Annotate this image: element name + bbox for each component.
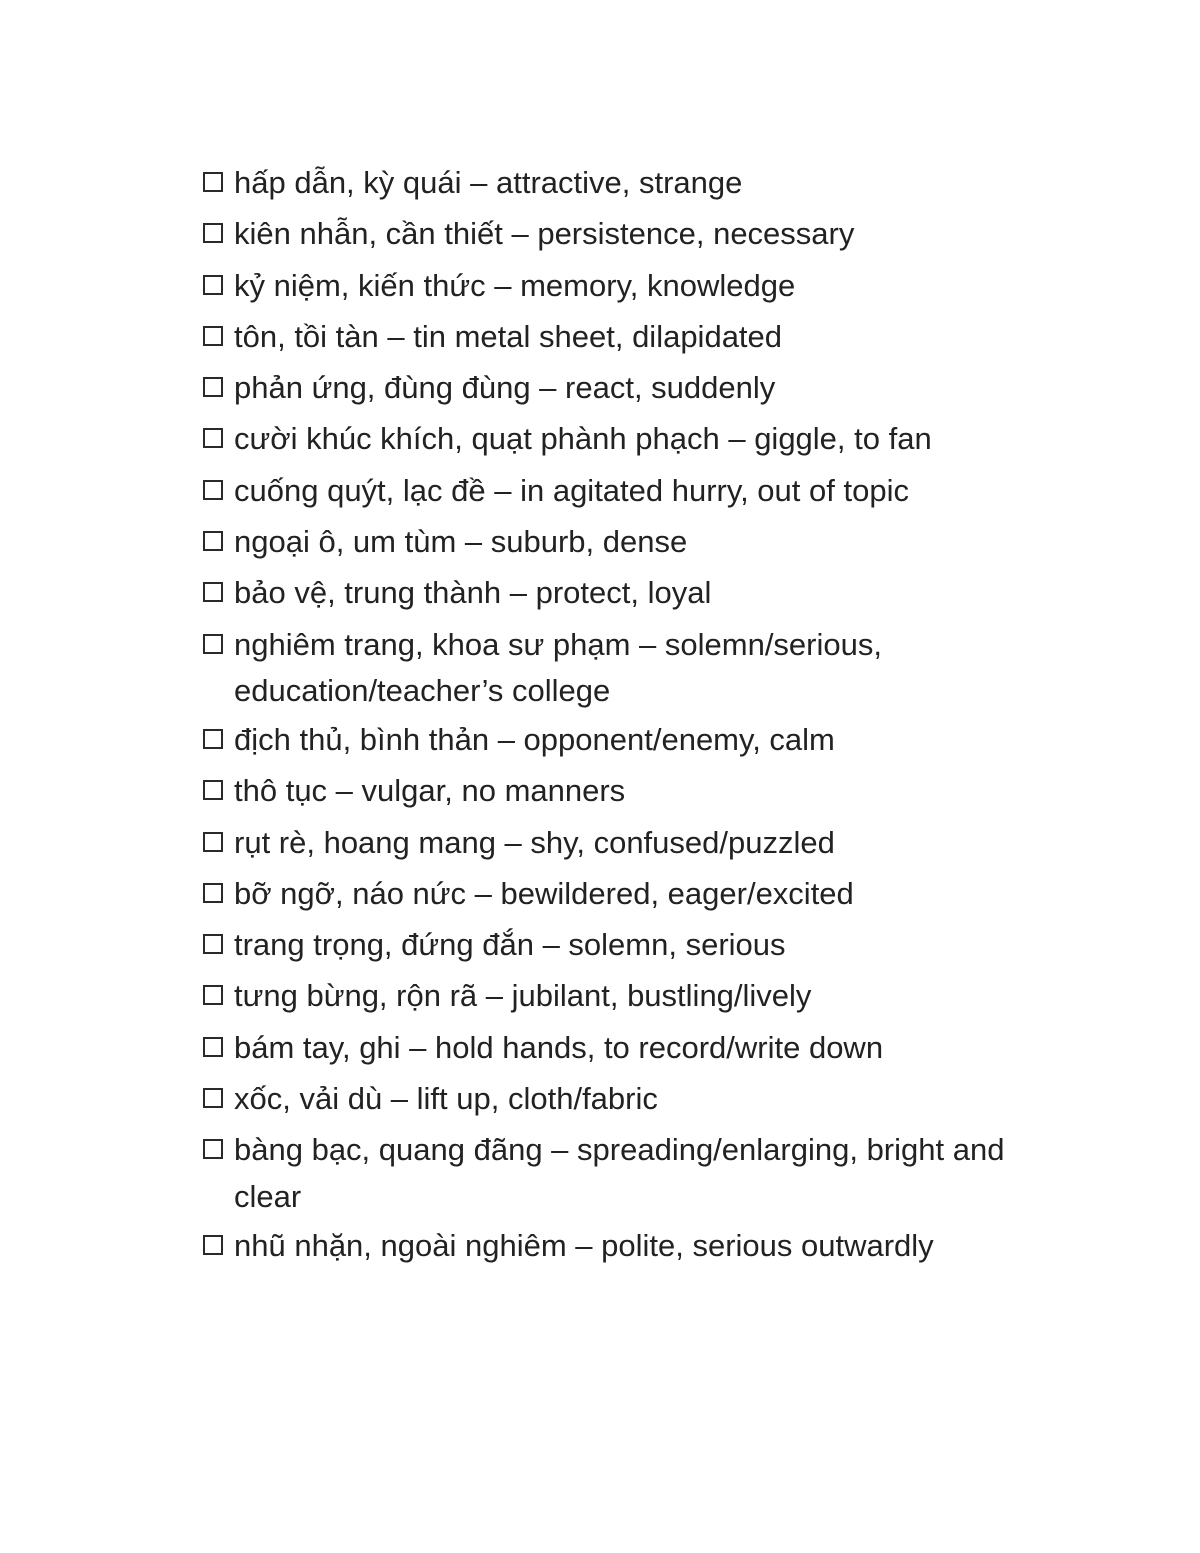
list-item bbox=[200, 468, 1080, 517]
list-item-text: địch thủ, bình thản – opponent/enemy, calm bbox=[234, 721, 835, 757]
list-item bbox=[200, 1025, 1080, 1074]
checkbox-icon[interactable] bbox=[203, 1088, 223, 1108]
checkbox-icon[interactable] bbox=[203, 1235, 223, 1255]
checkbox-icon[interactable] bbox=[203, 428, 223, 448]
checkbox-icon[interactable] bbox=[203, 377, 223, 397]
list-item bbox=[200, 622, 1080, 715]
list-item bbox=[200, 820, 1080, 869]
checkbox-icon[interactable] bbox=[203, 883, 223, 903]
list-item-text: trang trọng, đứng đắn – solemn, serious bbox=[234, 927, 786, 963]
checkbox-icon[interactable] bbox=[203, 172, 223, 192]
checkbox-icon[interactable] bbox=[203, 531, 223, 551]
list-item bbox=[200, 570, 1080, 619]
list-item-text: nghiêm trang, khoa sư phạm – solemn/serious, education/teacher’s college bbox=[234, 626, 882, 709]
list-item bbox=[200, 973, 1080, 1022]
list-item-text: bỡ ngỡ, náo nức – bewildered, eager/excited bbox=[234, 875, 854, 911]
checkbox-icon[interactable] bbox=[203, 480, 223, 500]
list-item bbox=[200, 717, 1080, 766]
list-item-text: thô tục – vulgar, no manners bbox=[234, 773, 626, 809]
list-item bbox=[200, 365, 1080, 414]
list-item-text: cười khúc khích, quạt phành phạch – giggle, to fan bbox=[234, 421, 932, 457]
checkbox-icon[interactable] bbox=[203, 1139, 223, 1159]
list-item-text: hấp dẫn, kỳ quái – attractive, strange bbox=[234, 165, 743, 200]
list-item-text: tưng bừng, rộn rã – jubilant, bustling/lively bbox=[234, 978, 812, 1014]
list-item bbox=[200, 1223, 1080, 1272]
list-item-text: kiên nhẫn, cần thiết – persistence, necessary bbox=[234, 216, 855, 252]
list-item-text: ngoại ô, um tùm – suburb, dense bbox=[234, 524, 688, 560]
list-item-text: cuống quýt, lạc đề – in agitated hurry, out of topic bbox=[234, 472, 909, 508]
list-item bbox=[200, 416, 1080, 465]
list-item bbox=[200, 1076, 1080, 1125]
list-item bbox=[200, 263, 1080, 312]
checkbox-icon[interactable] bbox=[203, 780, 223, 800]
list-item bbox=[200, 519, 1080, 568]
checkbox-icon[interactable] bbox=[203, 1037, 223, 1057]
list-item bbox=[200, 922, 1080, 971]
list-item bbox=[200, 160, 1080, 209]
checkbox-icon[interactable] bbox=[203, 582, 223, 602]
list-item-text: tôn, tồi tàn – tin metal sheet, dilapidated bbox=[234, 318, 783, 354]
list-item-text: kỷ niệm, kiến thức – memory, knowledge bbox=[234, 267, 796, 303]
checkbox-icon[interactable] bbox=[203, 985, 223, 1005]
list-item-text: phản ứng, đùng đùng – react, suddenly bbox=[234, 370, 776, 406]
checkbox-icon[interactable] bbox=[203, 934, 223, 954]
list-item-text: bảo vệ, trung thành – protect, loyal bbox=[234, 575, 712, 611]
list-item-text: xốc, vải dù – lift up, cloth/fabric bbox=[234, 1081, 658, 1117]
list-item bbox=[200, 1127, 1080, 1220]
list-item bbox=[200, 768, 1080, 817]
list-item-text: rụt rè, hoang mang – shy, confused/puzzled bbox=[234, 824, 835, 860]
checkbox-icon[interactable] bbox=[203, 223, 223, 243]
vocabulary-checklist bbox=[200, 160, 1080, 1274]
list-item-text: bám tay, ghi – hold hands, to record/write down bbox=[234, 1029, 884, 1065]
checkbox-icon[interactable] bbox=[203, 634, 223, 654]
list-item bbox=[200, 211, 1080, 260]
checkbox-icon[interactable] bbox=[203, 275, 223, 295]
list-item bbox=[200, 871, 1080, 920]
list-item-text: nhũ nhặn, ngoài nghiêm – polite, serious outwardly bbox=[234, 1227, 934, 1263]
checkbox-icon[interactable] bbox=[203, 832, 223, 852]
list-item bbox=[200, 314, 1080, 363]
list-item-text: bàng bạc, quang đãng – spreading/enlarging, bright and clear bbox=[234, 1132, 1005, 1214]
checkbox-icon[interactable] bbox=[203, 729, 223, 749]
checkbox-icon[interactable] bbox=[203, 326, 223, 346]
